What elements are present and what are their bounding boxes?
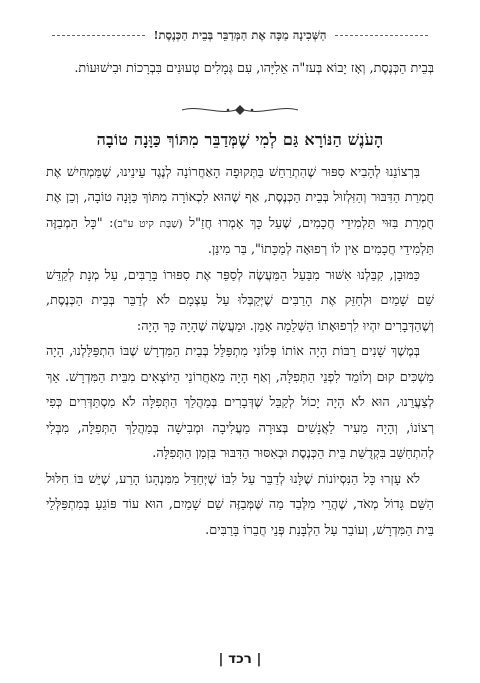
carryover-paragraph: בְּבֵית הַכְּנֶסֶת, וְאָז יָבוֹא בְּעז"ה אֵלִיָּהו, עִם גְּמָלִים טְעוּנִים בִּבְרָכוֹת וּבִישׁוּעוֹת. [74,61,434,76]
paragraph-permission: כַּמּוּבָן, קִבַּלְנוּ אִשּׁוּר מִבַּעַל הַמַּעֲשֶׂה לְסַפֵּר אֶת סִפּוּרוֹ בָּרַבִּים, עַל מְנָת לְקַדֵּשׁ שֵׁם שָׁמַיִם וּלְחַזֵּק אֶת הָרַבִּים שֶׁיְּקַבְּלוּ עַל עַצְמָם לֹא לְדַבֵּר בְּבֵית הַכְּנֶסֶת, וְשֶׁהַדְּבָרִים יִהְיוּ לִרְפוּאָתוֹ הַשְּׁלֵמָה אָמֵן. וּמַעֲשֶׂה שֶׁהָיָה כָּךְ הָיָה: [46,267,434,334]
flourish-icon [180,103,300,117]
running-title: הַשְּׁכִינָה מַכָּה אֶת הַמְּדַבֵּר בְּבֵית הַכְּנֶסֶת! [153,28,327,42]
ornament-divider [46,102,434,116]
source-citation: (שַׁבָּת קיט ע"ב) [113,217,183,230]
paragraph-attempts: לֹא עָזְרוּ כָּל הַנִּסְיוֹנוֹת שֶׁלָּנוּ לְדַבֵּר עַל לִבּוֹ שֶׁיְּחַדֵּל מִמִּנְהָגוֹ הָרַע, שֶׁיֵּשׁ בּוֹ חִלּוּל הַשֵּׁם גָּדוֹל מְאֹד, שֶׁהֲרֵי מִלְּבַד מַה שֶּׁמְּבַזֶּה שֵׁם שָׁמַיִם, הוּא עוֹד פּוֹגֵעַ בְּמִתְפַּלְּלֵי בֵּית הַמִּדְרָשׁ, וְעוֹבֵר עַל הַלְבָּנַת פְּנֵי חֲבֵרוֹ בָּרַבִּים. [46,471,434,538]
paragraph-story: בְּמֶשֶׁךְ שָׁנִים רַבּוֹת הָיָה אוֹתוֹ פְּלוֹנִי מִתְפַּלֵּל בְּבֵית הַמִּדְרָשׁ שֶׁבּוֹ הִתְפַּלַּלְנוּ, הָיָה מַשְׁכִּים קוּם וְלוֹמֵד לִפְנֵי הַתְּפִלָּה, וְאַף הָיָה מֵאַחֲרוֹנֵי הַיּוֹצְאִים מִבֵּית הַמִּדְרָשׁ. אַךְ לְצַעֲרֵנוּ, הוּא לֹא הָיָה יָכוֹל לְקַבֵּל שֶׁדְּבָרִים בְּמַהֲלַךְ הַתְּפִלָּה לֹא מִסְתַּדְּרִים כְּפִי רְצוֹנוֹ, וְהָיָה מֵעִיר לַאֲנָשִׁים בְּצוּרָה מַעֲלִיבָה וּמְבִישָׁה בְּמַהֲלַךְ הַתְּפִלָּה, מִבְּלִי לְהִתְחַשֵּׁב בִּקְדֻשַּׁת בֵּית הַכְּנֶסֶת וּבְאִסּוּר הַדִּבּוּר בִּזְמַן הַתְּפִלָּה. [46,344,434,461]
running-header [46,28,434,42]
page-number: | רכד | [218,651,262,667]
section-title: הָעֹנֶשׁ הַנּוֹרָא גַּם לְמִי שֶׁמְּדַבֵּר מִתּוֹךְ כַּוָּנָה טוֹבָה [96,129,384,149]
intro-quote: : "כָּל הַמְבַזֶּה תַּלְמִידֵי חֲכָמִים אֵין לוֹ רְפוּאָה לְמַכָּתוֹ", בַּר מִינַּן. [46,215,434,257]
header-rule-left [52,35,145,36]
intro-text: בִּרְצוֹנֵנוּ לְהָבִיא סִפּוּר שֶׁהִתְרַחֵשׁ בַּתְּקוּפָה הָאַחֲרוֹנָה לְנֶגֶד עֵינֵינוּ, שֶׁמַּמְחִישׁ אֶת חֻמְרַת הַדִּבּוּר וְהַזִּלְזוּל בְּבֵית הַכְּנֶסֶת, אַף שֶׁהוּא לִכְאוֹרָה מִתּוֹךְ כַּוָּנָה טוֹבָה, וְכֵן אֶת חֻמְרַת בִּזּוּי תַּלְמִידֵי חֲכָמִים, שֶׁעַל כָּךְ אָמְרוּ חֲזַ"ל [46,164,434,231]
paragraph-intro [46,160,434,263]
header-rule-right [335,35,428,36]
